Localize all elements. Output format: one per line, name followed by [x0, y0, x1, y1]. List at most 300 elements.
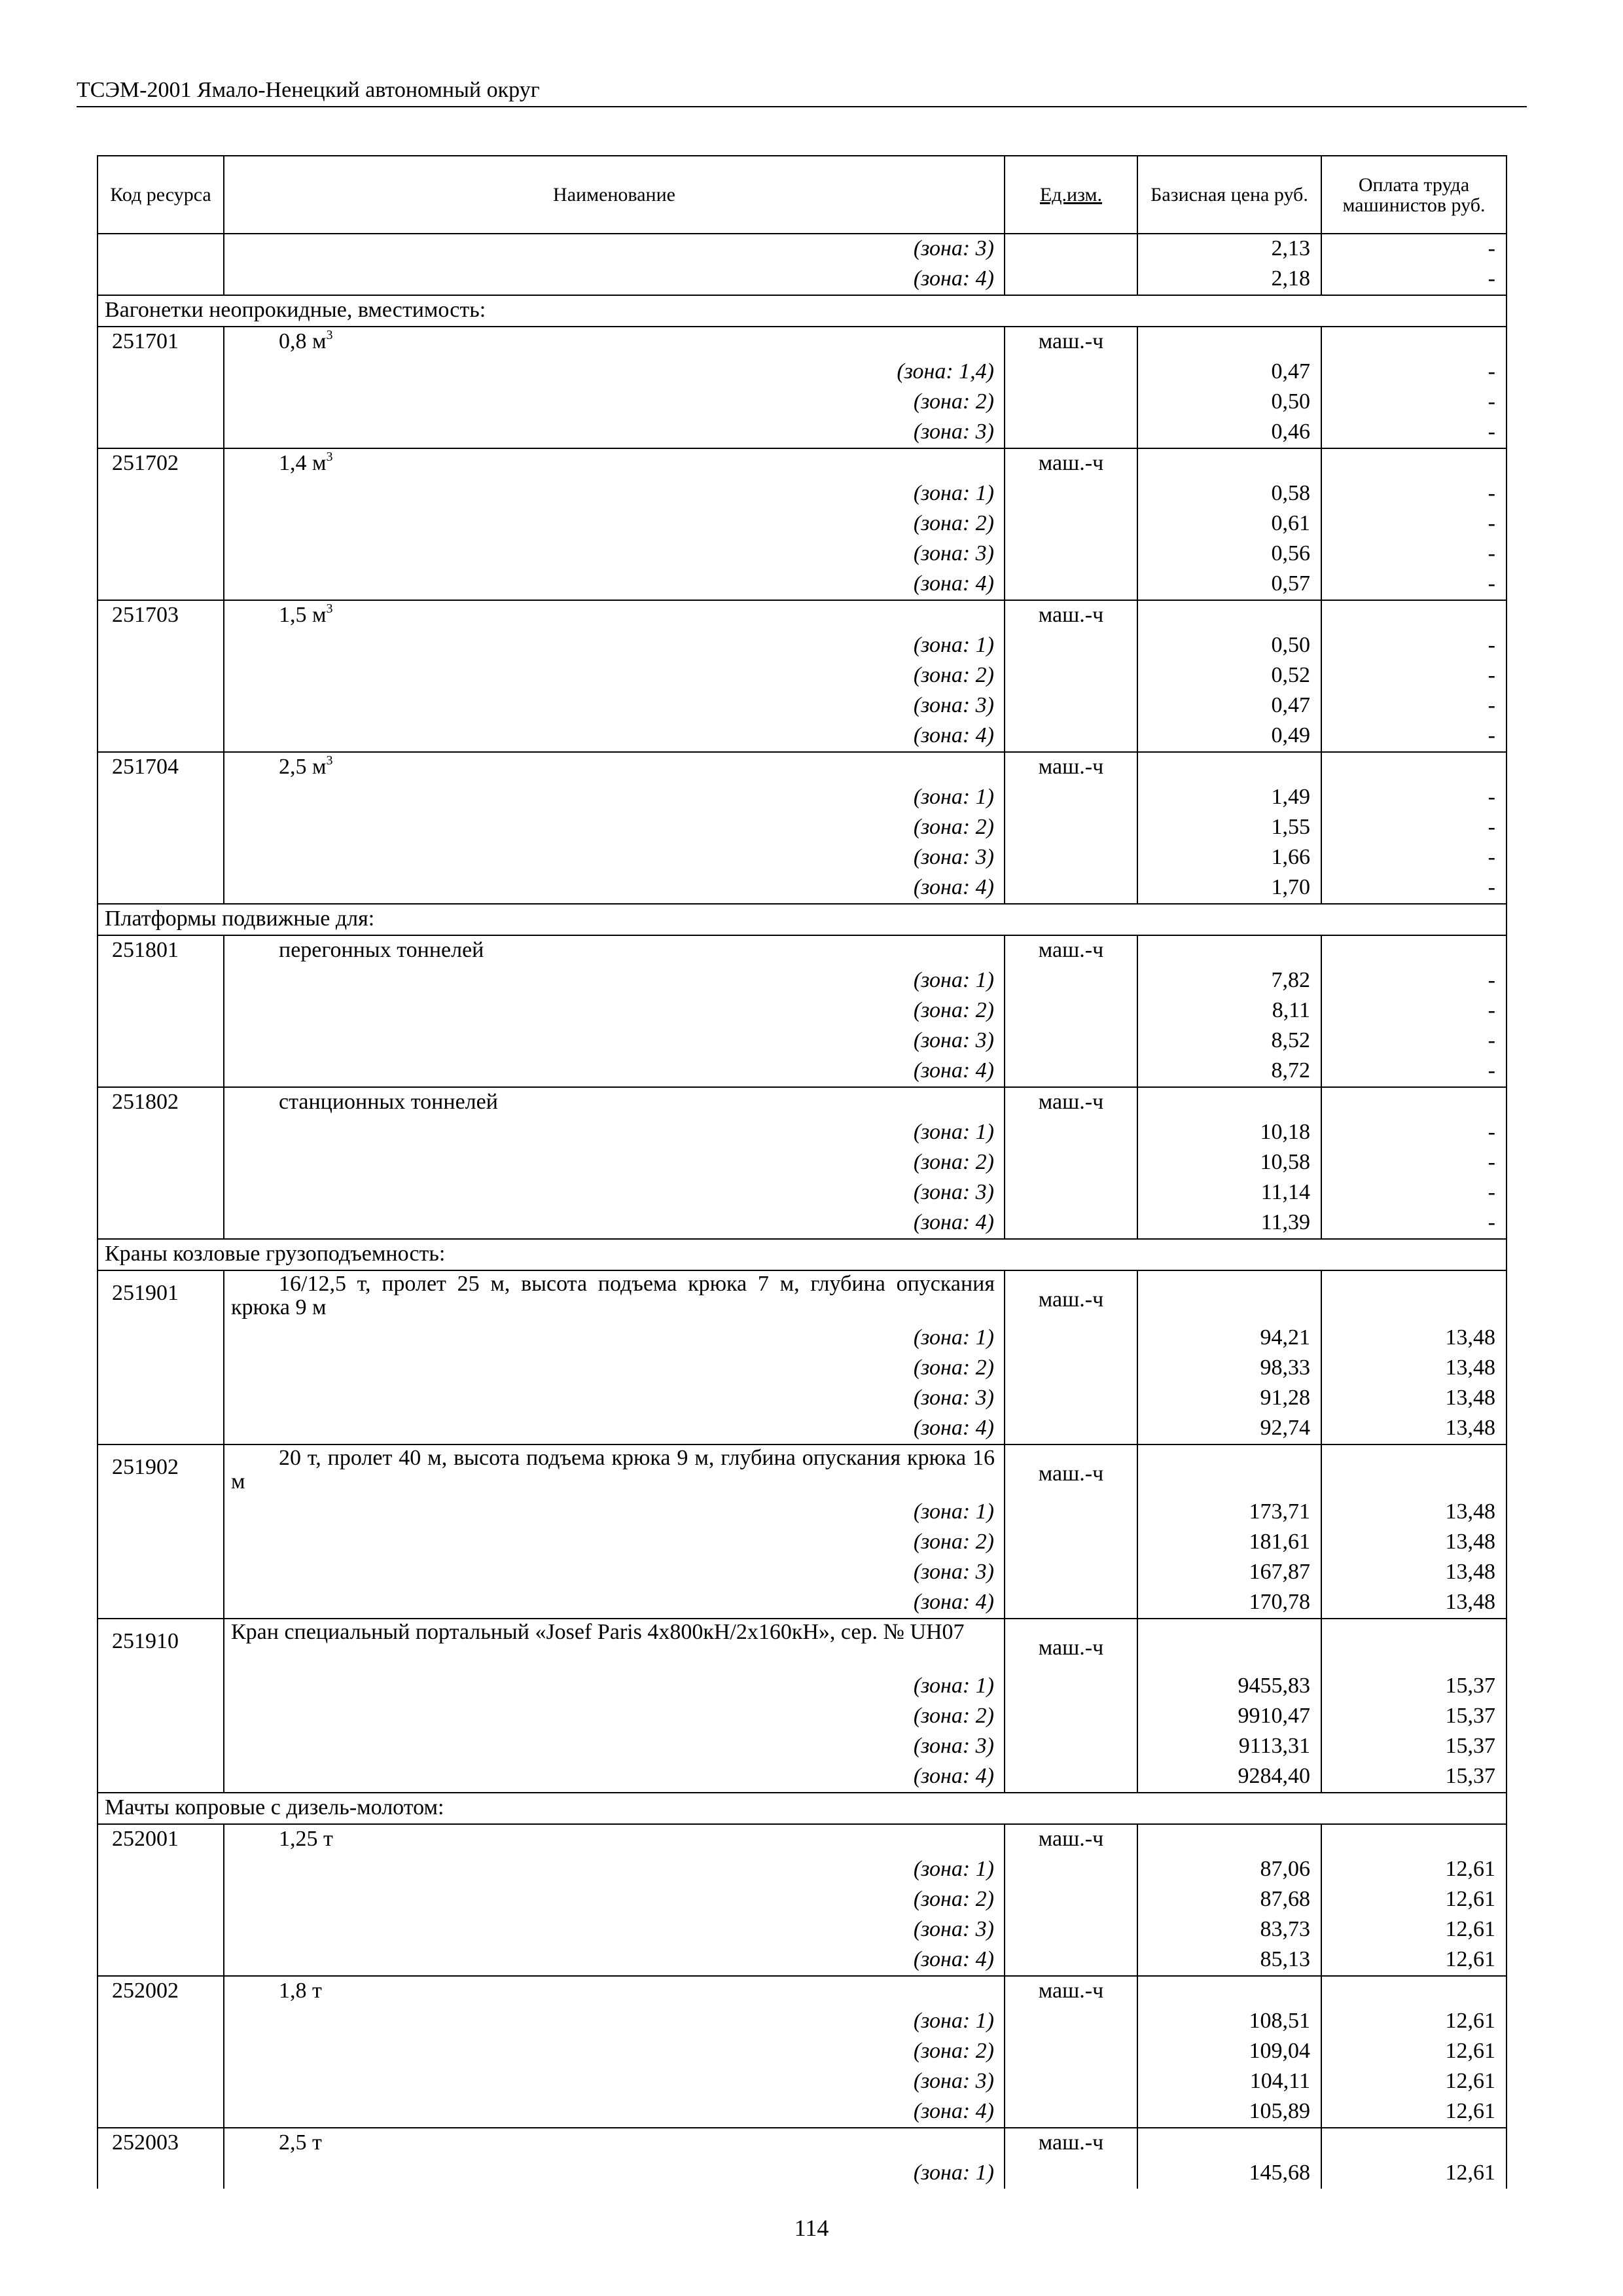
resource-pay-empty [1321, 327, 1507, 357]
zone-unit-empty [1005, 1498, 1137, 1528]
zone-code-empty [98, 721, 224, 752]
zone-unit-empty [1005, 1732, 1137, 1762]
zone-row [98, 2159, 1507, 2189]
zone-label: (зона: 4) [224, 1762, 1005, 1793]
zone-label: (зона: 2) [224, 996, 1005, 1026]
zone-price: 92,74 [1137, 1414, 1321, 1444]
resource-unit: маш.-ч [1005, 1087, 1137, 1118]
zone-unit-empty [1005, 509, 1137, 539]
resource-pay-empty [1321, 448, 1507, 479]
resource-name [224, 1976, 1005, 2007]
resource-price-empty [1137, 327, 1321, 357]
zone-label: (зона: 1) [224, 2159, 1005, 2189]
zone-pay: - [1321, 418, 1507, 448]
zone-code-empty [98, 1026, 224, 1056]
resource-price-table [97, 155, 1507, 2189]
zone-unit-empty [1005, 1208, 1137, 1239]
zone-unit-empty [1005, 691, 1137, 721]
resource-pay-empty [1321, 1824, 1507, 1855]
zone-pay: - [1321, 661, 1507, 691]
zone-code-empty [98, 1354, 224, 1384]
zone-unit-empty [1005, 418, 1137, 448]
zone-unit-empty [1005, 539, 1137, 569]
zone-code-empty [98, 1118, 224, 1148]
zone-unit-empty [1005, 2037, 1137, 2067]
zone-price: 0,57 [1137, 569, 1321, 600]
zone-price: 0,52 [1137, 661, 1321, 691]
resource-unit: маш.-ч [1005, 1824, 1137, 1855]
zone-price: 11,14 [1137, 1178, 1321, 1208]
zone-price: 8,52 [1137, 1026, 1321, 1056]
zone-code-empty [98, 1056, 224, 1087]
resource-code: 251910 [98, 1619, 224, 1672]
zone-unit-empty [1005, 1354, 1137, 1384]
zone-pay: - [1321, 539, 1507, 569]
zone-label: (зона: 4) [224, 721, 1005, 752]
zone-code-empty [98, 1672, 224, 1702]
resource-name-text: 1,4 м [279, 451, 327, 475]
zone-label: (зона: 4) [224, 1414, 1005, 1444]
zone-price: 1,66 [1137, 843, 1321, 873]
resource-name-text: 1,8 т [279, 1979, 322, 2003]
zone-price: 8,72 [1137, 1056, 1321, 1087]
section-title: Краны козловые грузоподъемность: [98, 1239, 1507, 1270]
zone-code-empty [98, 661, 224, 691]
zone-price: 0,47 [1137, 691, 1321, 721]
resource-row [98, 1270, 1507, 1323]
zone-code-empty [98, 387, 224, 418]
zone-row [98, 1354, 1507, 1384]
zone-pay: - [1321, 1056, 1507, 1087]
zone-price: 83,73 [1137, 1915, 1321, 1945]
zone-pay: 12,61 [1321, 2097, 1507, 2128]
zone-row [98, 813, 1507, 843]
zone-row [98, 661, 1507, 691]
column-header-price: Базисная цена руб. [1137, 156, 1321, 234]
zone-row [98, 1915, 1507, 1945]
zone-pay: - [1321, 966, 1507, 996]
zone-price: 181,61 [1137, 1528, 1321, 1558]
zone-row [98, 1855, 1507, 1885]
zone-label: (зона: 4) [224, 2097, 1005, 2128]
document-header-title: ТСЭМ-2001 Ямало-Ненецкий автономный округ [77, 78, 540, 102]
resource-unit: маш.-ч [1005, 752, 1137, 783]
zone-row [98, 1588, 1507, 1619]
zone-price: 2,13 [1137, 234, 1321, 264]
zone-unit-empty [1005, 2007, 1137, 2037]
resource-row [98, 1619, 1507, 1672]
zone-pay: - [1321, 631, 1507, 661]
zone-unit-empty [1005, 721, 1137, 752]
resource-price-empty [1137, 1270, 1321, 1323]
resource-row [98, 1087, 1507, 1118]
resource-code: 251704 [98, 752, 224, 783]
zone-label: (зона: 2) [224, 509, 1005, 539]
zone-price: 87,06 [1137, 1855, 1321, 1885]
unit-exponent: 3 [326, 601, 333, 616]
zone-label: (зона: 4) [224, 873, 1005, 904]
resource-name-text: 2,5 м [279, 755, 327, 779]
zone-unit-empty [1005, 1528, 1137, 1558]
zone-price: 0,50 [1137, 387, 1321, 418]
zone-price: 173,71 [1137, 1498, 1321, 1528]
resource-name [224, 935, 1005, 966]
resource-pay-empty [1321, 600, 1507, 631]
zone-label: (зона: 4) [224, 264, 1005, 295]
zone-price: 91,28 [1137, 1384, 1321, 1414]
section-row [98, 1793, 1507, 1824]
zone-unit-empty [1005, 1414, 1137, 1444]
resource-name-text: 16/12,5 т, пролет 25 м, высота подъема крюка 7 м, глубина опускания крюка 9 м [231, 1272, 995, 1319]
zone-code-empty [98, 1558, 224, 1588]
zone-code-empty [98, 2007, 224, 2037]
zone-code-empty [98, 2097, 224, 2128]
zone-row [98, 1732, 1507, 1762]
zone-price: 0,56 [1137, 539, 1321, 569]
zone-price: 94,21 [1137, 1323, 1321, 1354]
column-header-unit-label: Ед.изм. [1039, 184, 1103, 206]
zone-code-empty [98, 966, 224, 996]
zone-label: (зона: 3) [224, 418, 1005, 448]
zone-unit-empty [1005, 631, 1137, 661]
resource-price-empty [1137, 1087, 1321, 1118]
zone-code-empty [98, 783, 224, 813]
zone-label: (зона: 4) [224, 1588, 1005, 1619]
zone-pay: - [1321, 1026, 1507, 1056]
resource-name [224, 1087, 1005, 1118]
zone-label: (зона: 4) [224, 1945, 1005, 1976]
resource-code: 251702 [98, 448, 224, 479]
zone-pay: - [1321, 783, 1507, 813]
zone-price: 0,47 [1137, 357, 1321, 387]
zone-pay: 13,48 [1321, 1414, 1507, 1444]
zone-unit-empty [1005, 1885, 1137, 1915]
zone-price: 98,33 [1137, 1354, 1321, 1384]
section-title: Вагонетки неопрокидные, вместимость: [98, 295, 1507, 327]
zone-price: 9113,31 [1137, 1732, 1321, 1762]
zone-row [98, 873, 1507, 904]
zone-price: 10,18 [1137, 1118, 1321, 1148]
zone-label: (зона: 4) [224, 1208, 1005, 1239]
zone-price: 108,51 [1137, 2007, 1321, 2037]
unit-exponent: 3 [326, 753, 333, 768]
resource-unit: маш.-ч [1005, 448, 1137, 479]
resource-name-text: 0,8 м [279, 329, 327, 353]
zone-label: (зона: 2) [224, 1148, 1005, 1178]
zone-pay: - [1321, 1178, 1507, 1208]
zone-pay: 12,61 [1321, 1945, 1507, 1976]
zone-row [98, 479, 1507, 509]
zone-unit-empty [1005, 1026, 1137, 1056]
zone-pay: - [1321, 357, 1507, 387]
zone-unit-empty [1005, 1945, 1137, 1976]
unit-exponent: 3 [326, 450, 333, 464]
zone-row [98, 509, 1507, 539]
zone-row [98, 783, 1507, 813]
resource-table-container [97, 155, 1506, 2189]
zone-label: (зона: 1) [224, 631, 1005, 661]
zone-label: (зона: 3) [224, 843, 1005, 873]
zone-row [98, 966, 1507, 996]
zone-row [98, 1148, 1507, 1178]
zone-label: (зона: 2) [224, 1354, 1005, 1384]
zone-pay: 15,37 [1321, 1732, 1507, 1762]
zone-price: 9284,40 [1137, 1762, 1321, 1793]
resource-name [224, 1824, 1005, 1855]
zone-label: (зона: 3) [224, 1558, 1005, 1588]
zone-label: (зона: 3) [224, 1026, 1005, 1056]
zone-code-empty [98, 873, 224, 904]
zone-pay: 13,48 [1321, 1354, 1507, 1384]
zone-unit-empty [1005, 843, 1137, 873]
zone-pay: - [1321, 234, 1507, 264]
zone-unit-empty [1005, 387, 1137, 418]
zone-label: (зона: 3) [224, 1178, 1005, 1208]
zone-price: 11,39 [1137, 1208, 1321, 1239]
zone-row [98, 721, 1507, 752]
zone-label: (зона: 1) [224, 1672, 1005, 1702]
zone-price: 10,58 [1137, 1148, 1321, 1178]
column-header-unit [1005, 156, 1137, 234]
resource-pay-empty [1321, 1270, 1507, 1323]
zone-unit-empty [1005, 783, 1137, 813]
section-title: Платформы подвижные для: [98, 904, 1507, 935]
zone-code-empty [98, 1498, 224, 1528]
resource-row [98, 448, 1507, 479]
zone-label: (зона: 2) [224, 387, 1005, 418]
resource-price-empty [1137, 1824, 1321, 1855]
zone-pay: 13,48 [1321, 1528, 1507, 1558]
zone-price: 170,78 [1137, 1588, 1321, 1619]
zone-label: (зона: 1,4) [224, 357, 1005, 387]
zone-row [98, 996, 1507, 1026]
zone-pay: 15,37 [1321, 1702, 1507, 1732]
zone-row [98, 1558, 1507, 1588]
zone-label: (зона: 1) [224, 1855, 1005, 1885]
zone-code-empty [98, 813, 224, 843]
zone-label: (зона: 1) [224, 1118, 1005, 1148]
zone-pay: 12,61 [1321, 1855, 1507, 1885]
resource-code: 251703 [98, 600, 224, 631]
zone-code-empty [98, 569, 224, 600]
zone-row [98, 387, 1507, 418]
zone-price: 1,49 [1137, 783, 1321, 813]
zone-row [98, 1384, 1507, 1414]
resource-name [224, 448, 1005, 479]
resource-name-text: Кран специальный портальный «Josef Paris 4х800кН/2х160кН», сер. № UH07 [231, 1620, 965, 1644]
zone-label: (зона: 3) [224, 234, 1005, 264]
section-row [98, 295, 1507, 327]
zone-pay: - [1321, 1118, 1507, 1148]
resource-price-empty [1137, 752, 1321, 783]
zone-label: (зона: 2) [224, 1528, 1005, 1558]
zone-price: 1,70 [1137, 873, 1321, 904]
zone-price: 0,50 [1137, 631, 1321, 661]
resource-code: 251801 [98, 935, 224, 966]
resource-price-empty [1137, 600, 1321, 631]
zone-row [98, 1208, 1507, 1239]
zone-pay: 13,48 [1321, 1498, 1507, 1528]
zone-label: (зона: 2) [224, 2037, 1005, 2067]
resource-name [224, 1270, 1005, 1323]
zone-unit-empty [1005, 1323, 1137, 1354]
zone-row [98, 1528, 1507, 1558]
zone-unit-empty [1005, 569, 1137, 600]
resource-row [98, 1824, 1507, 1855]
zone-code-empty [98, 418, 224, 448]
zone-unit-empty [1005, 996, 1137, 1026]
zone-pay: - [1321, 691, 1507, 721]
resource-row [98, 327, 1507, 357]
zone-pay: 15,37 [1321, 1762, 1507, 1793]
zone-row [98, 1672, 1507, 1702]
zone-pay: - [1321, 479, 1507, 509]
resource-unit: маш.-ч [1005, 935, 1137, 966]
zone-row [98, 539, 1507, 569]
zone-label: (зона: 1) [224, 2007, 1005, 2037]
unit-exponent: 3 [326, 328, 333, 342]
resource-price-empty [1137, 448, 1321, 479]
resource-code: 252002 [98, 1976, 224, 2007]
resource-pay-empty [1321, 1619, 1507, 1672]
zone-price: 105,89 [1137, 2097, 1321, 2128]
zone-unit-empty [1005, 1178, 1137, 1208]
zone-pay: - [1321, 996, 1507, 1026]
zone-code-empty [98, 1178, 224, 1208]
zone-code-empty [98, 1528, 224, 1558]
zone-unit-empty [1005, 1588, 1137, 1619]
header-rule [77, 106, 1527, 107]
zone-pay: - [1321, 509, 1507, 539]
resource-name [224, 600, 1005, 631]
zone-label: (зона: 3) [224, 1915, 1005, 1945]
zone-code-empty [98, 2159, 224, 2189]
zone-code-empty [98, 691, 224, 721]
zone-label: (зона: 1) [224, 1323, 1005, 1354]
zone-price: 9455,83 [1137, 1672, 1321, 1702]
resource-row [98, 935, 1507, 966]
zone-row [98, 1026, 1507, 1056]
column-header-code: Код ресурса [98, 156, 224, 234]
zone-label: (зона: 1) [224, 783, 1005, 813]
zone-unit-empty [1005, 234, 1137, 264]
zone-row [98, 843, 1507, 873]
resource-row [98, 752, 1507, 783]
zone-code-empty [98, 479, 224, 509]
zone-pay: - [1321, 569, 1507, 600]
zone-label: (зона: 4) [224, 569, 1005, 600]
resource-code: 252001 [98, 1824, 224, 1855]
resource-name [224, 327, 1005, 357]
page-number: 114 [794, 2215, 829, 2241]
resource-name-text: 1,5 м [279, 603, 327, 627]
zone-pay: - [1321, 264, 1507, 295]
zone-pay: 13,48 [1321, 1558, 1507, 1588]
zone-label: (зона: 3) [224, 691, 1005, 721]
zone-unit-empty [1005, 1056, 1137, 1087]
zone-code-empty [98, 1384, 224, 1414]
section-row [98, 904, 1507, 935]
zone-price: 109,04 [1137, 2037, 1321, 2067]
zone-pay: 12,61 [1321, 1915, 1507, 1945]
zone-row [98, 631, 1507, 661]
zone-code-empty [98, 1915, 224, 1945]
zone-row [98, 234, 1507, 264]
zone-pay: 12,61 [1321, 2067, 1507, 2097]
zone-label: (зона: 3) [224, 1384, 1005, 1414]
zone-label: (зона: 3) [224, 539, 1005, 569]
zone-pay: 13,48 [1321, 1384, 1507, 1414]
resource-unit: маш.-ч [1005, 1619, 1137, 1672]
zone-row [98, 357, 1507, 387]
resource-row [98, 1444, 1507, 1498]
resource-name [224, 1619, 1005, 1672]
resource-name-text: 20 т, пролет 40 м, высота подъема крюка 9 м, глубина опускания крюка 16 м [231, 1446, 995, 1494]
zone-row [98, 1323, 1507, 1354]
zone-pay: 15,37 [1321, 1672, 1507, 1702]
zone-code-empty [98, 509, 224, 539]
zone-price: 87,68 [1137, 1885, 1321, 1915]
zone-row [98, 1498, 1507, 1528]
zone-code-empty [98, 1855, 224, 1885]
zone-row [98, 1414, 1507, 1444]
zone-unit-empty [1005, 1702, 1137, 1732]
zone-row [98, 1702, 1507, 1732]
zone-price: 0,49 [1137, 721, 1321, 752]
zone-price: 2,18 [1137, 264, 1321, 295]
zone-unit-empty [1005, 966, 1137, 996]
zone-unit-empty [1005, 1915, 1137, 1945]
zone-unit-empty [1005, 2067, 1137, 2097]
zone-row [98, 1118, 1507, 1148]
zone-unit-empty [1005, 1558, 1137, 1588]
zone-price: 167,87 [1137, 1558, 1321, 1588]
resource-name-text: станционных тоннелей [279, 1090, 498, 1114]
resource-code: 251701 [98, 327, 224, 357]
resource-code: 252003 [98, 2128, 224, 2159]
resource-code: 251802 [98, 1087, 224, 1118]
zone-unit-empty [1005, 1762, 1137, 1793]
zone-code-empty [98, 539, 224, 569]
resource-name [224, 2128, 1005, 2159]
zone-label: (зона: 1) [224, 966, 1005, 996]
resource-price-empty [1137, 1444, 1321, 1498]
zone-unit-empty [1005, 1384, 1137, 1414]
resource-pay-empty [1321, 1444, 1507, 1498]
zone-label: (зона: 3) [224, 1732, 1005, 1762]
resource-row [98, 1976, 1507, 2007]
zone-code-empty [98, 996, 224, 1026]
zone-unit-empty [1005, 661, 1137, 691]
zone-code-empty [98, 1323, 224, 1354]
zone-code-empty [98, 1762, 224, 1793]
resource-code: 251901 [98, 1270, 224, 1323]
zone-label: (зона: 2) [224, 661, 1005, 691]
zone-label: (зона: 2) [224, 1885, 1005, 1915]
zone-unit-empty [1005, 1672, 1137, 1702]
zone-code-empty [98, 2067, 224, 2097]
resource-name [224, 1444, 1005, 1498]
zone-row [98, 264, 1507, 295]
zone-price: 145,68 [1137, 2159, 1321, 2189]
zone-pay: 13,48 [1321, 1588, 1507, 1619]
zone-unit-empty [1005, 1118, 1137, 1148]
zone-unit-empty [1005, 873, 1137, 904]
zone-pay: - [1321, 387, 1507, 418]
resource-pay-empty [1321, 1976, 1507, 2007]
resource-pay-empty [1321, 2128, 1507, 2159]
zone-price: 85,13 [1137, 1945, 1321, 1976]
